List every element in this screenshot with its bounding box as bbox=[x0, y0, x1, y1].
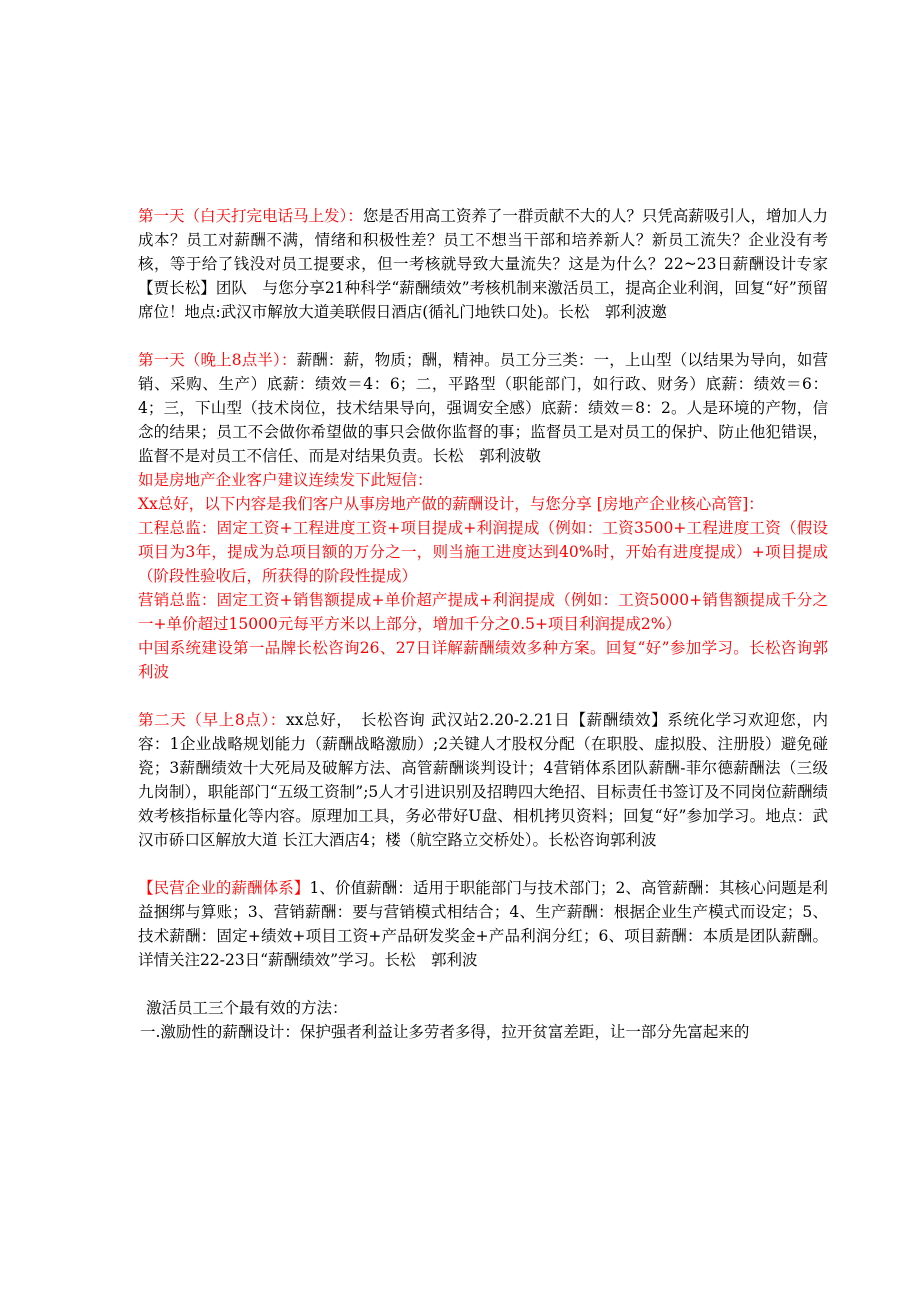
paragraph-day2-morning bbox=[138, 708, 828, 852]
real-estate-suggestion: 如是房地产企业客户建议连续发下此短信： bbox=[138, 471, 433, 489]
paragraph-label-red: 第一天（白天打完电话马上发）： bbox=[138, 207, 363, 225]
paragraph-text: 您是否用高工资养了一群贡献不大的人？只凭高薪吸引人，增加人力成本？员工对薪酬不满，情绪和积极性差？员工不想当干部和培养新人？新员工流失？企业没有考核，等于给了钱没对员工提要求，但一考核就导致大量流失？这是为什么？22~23日薪酬设计专家【贾长松】团队 与您分享21种科学“薪酬绩效”考核机制来激活员工，提高企业利润，回复“好”预留席位！地点:武汉市解放大道美联假日酒店(循礼门地铁口处)。长松 郭利波邀 bbox=[138, 207, 828, 321]
paragraph-day1-evening bbox=[138, 348, 828, 468]
paragraph-label-red: 第一天（晚上8点半）： bbox=[138, 351, 297, 369]
paragraph-text: 1、价值薪酬：适用于职能部门与技术部门；2、高管薪酬：其核心问题是利益捆绑与算账；3、营销薪酬：要与营销模式相结合；4、生产薪酬：根据企业生产模式而设定；5、技术薪酬：固定+绩效+项目工资+产品研发奖金+产品利润分红；6、项目薪酬：本质是团队薪酬。详情关注22-23日“薪酬绩效”学习。长松 郭利波 bbox=[138, 879, 828, 969]
paragraph-label-red: 第二天（早上8点）： bbox=[138, 711, 286, 729]
section-title: 激活员工三个最有效的方法： bbox=[146, 999, 348, 1017]
paragraph-gap bbox=[138, 852, 828, 876]
paragraph-private-enterprise bbox=[138, 876, 828, 972]
paragraph-label-red: 【民营企业的薪酬体系】 bbox=[138, 879, 310, 897]
changsong-promo: 中国系统建设第一品牌长松咨询26、27日详解薪酬绩效多种方案。回复“好”参加学习。长松咨询郭利波 bbox=[138, 639, 828, 681]
paragraph-text: 薪酬：薪，物质；酬，精神。员工分三类：一，上山型（以结果为导向，如营销、采购、生产）底薪：绩效＝4：6；二，平路型（职能部门，如行政、财务）底薪：绩效＝6：4；三，下山型（技术岗位，技术结果导向，强调安全感）底薪：绩效＝8：2。人是环境的产物，信念的结果；员工不会做你希望做的事只会做你监督的事；监督员工是对员工的保护、防止他犯错误，监督不是对员工不信任、而是对结果负责。长松 郭利波敬 bbox=[138, 351, 828, 465]
engineering-director-salary: 工程总监：固定工资+工程进度工资+项目提成+利润提成（例如：工资3500+工程进度工资（假设项目为3年，提成为总项目额的万分之一，则当施工进度达到40%时，开始有进度提成）+项目提成（阶段性验收后，所获得的阶段性提成） bbox=[138, 519, 828, 585]
paragraph-day1-daytime bbox=[138, 204, 828, 324]
document-body bbox=[138, 204, 828, 1044]
paragraph-gap bbox=[138, 972, 828, 996]
paragraph-gap bbox=[138, 684, 828, 708]
list-item: 一.激励性的薪酬设计：保护强者利益让多劳者多得，拉开贫富差距，让一部分先富起来的 bbox=[140, 1023, 750, 1041]
marketing-director-salary: 营销总监：固定工资+销售额提成+单价超产提成+利润提成（例如：工资5000+销售额提成千分之一+单价超过15000元每平方米以上部分，增加千分之0.5+项目利润提成2%） bbox=[138, 591, 828, 633]
paragraph-text: xx总好， 长松咨询 武汉站2.20-2.21日【薪酬绩效】系统化学习欢迎您，内容：1企业战略规划能力（薪酬战略激励）;2关键人才股权分配（在职股、虚拟股、注册股）避免碰瓷；3薪酬绩效十大死局及破解方法、高管薪酬谈判设计；4营销体系团队薪酬-菲尔德薪酬法（三级九岗制），职能部门“五级工资制”;5人才引进识别及招聘四大绝招、目标责任书签订及不同岗位薪酬绩效考核指标量化等内容。原理加工具，务必带好U盘、相机拷贝资料；回复“好”参加学习。地点：武汉市硚口区解放大道 长江大酒店4；楼（航空路立交桥处）。长松咨询郭利波 bbox=[138, 711, 828, 849]
real-estate-greeting: Xx总好，以下内容是我们客户从事房地产做的薪酬设计，与您分享 [房地产企业核心高管]： bbox=[138, 495, 764, 513]
paragraph-gap bbox=[138, 324, 828, 348]
